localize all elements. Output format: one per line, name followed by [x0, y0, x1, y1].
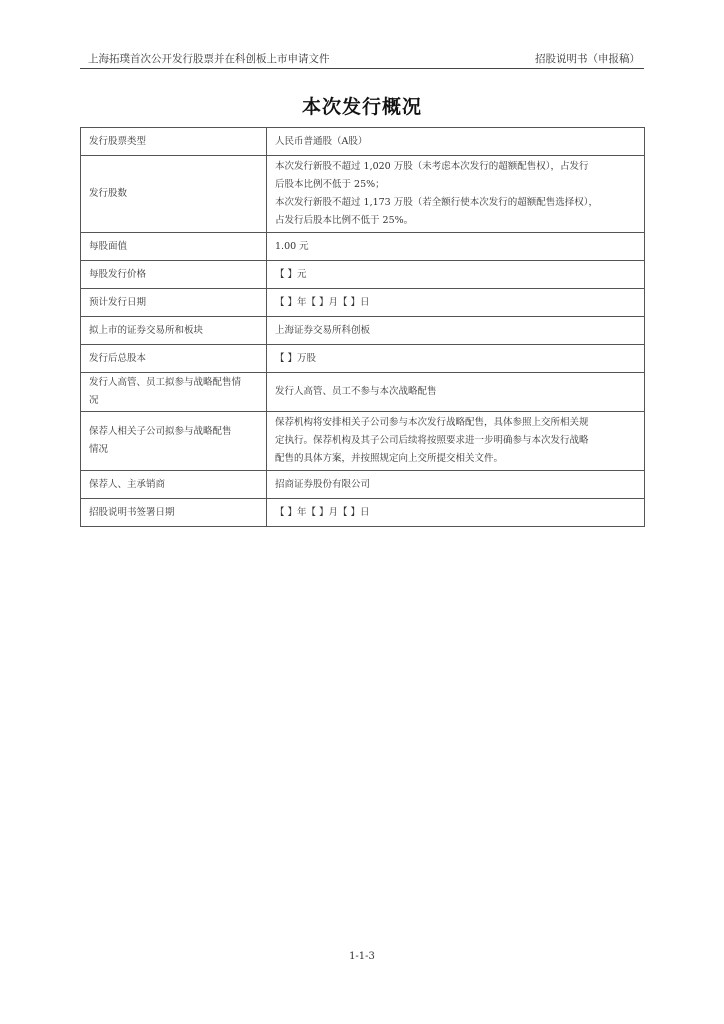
- page-header: [80, 51, 644, 67]
- row-label-line: 发行人高管、员工拟参与战略配售情: [89, 377, 242, 388]
- offering-overview-table: [80, 127, 645, 527]
- row-value-line: 1.00 元: [275, 240, 309, 252]
- table-row: [81, 233, 645, 261]
- row-label-line: 招股说明书签署日期: [89, 506, 175, 518]
- row-value: [267, 233, 645, 261]
- row-label-line: 拟上市的证券交易所和板块: [89, 324, 204, 336]
- header-document-name: 上海拓璞首次公开发行股票并在科创板上市申请文件: [88, 53, 330, 65]
- row-value-line: 上海证券交易所科创板: [275, 324, 371, 336]
- row-label: [81, 317, 267, 345]
- row-value-line: 定执行。保荐机构及其子公司后续将按照要求进一步明确参与本次发行战略: [275, 435, 589, 446]
- table-row: [81, 345, 645, 373]
- table-row: [81, 317, 645, 345]
- row-value: [267, 373, 645, 412]
- row-value-line: 本次发行新股不超过 1,173 万股（若全额行使本次发行的超额配售选择权），: [275, 197, 598, 208]
- row-value: [267, 499, 645, 527]
- row-value: [267, 471, 645, 499]
- table-row: [81, 471, 645, 499]
- row-label-line: 每股发行价格: [89, 268, 147, 280]
- table-row: [81, 373, 645, 412]
- row-value-line: 保荐机构将安排相关子公司参与本次发行战略配售，具体参照上交所相关规: [275, 417, 589, 428]
- row-value-line: 本次发行新股不超过 1,020 万股（未考虑本次发行的超额配售权），占发行: [275, 161, 589, 172]
- row-value: [267, 317, 645, 345]
- row-label: [81, 471, 267, 499]
- row-value: [267, 261, 645, 289]
- table-row: [81, 412, 645, 471]
- page-title: 本次发行概况: [301, 96, 422, 118]
- row-label-line: 发行股数: [89, 188, 128, 199]
- row-value-line: 招商证券股份有限公司: [275, 478, 371, 490]
- row-value-line: 【 】年【 】月【 】日: [275, 506, 370, 518]
- row-label-line: 每股面值: [89, 240, 128, 252]
- row-value-line: 配售的具体方案，并按照规定向上交所提交相关文件。: [275, 453, 504, 464]
- row-value-line: 【 】元: [275, 268, 307, 280]
- row-value-line: 人民币普通股（A股）: [275, 135, 368, 147]
- row-label-line: 情况: [89, 444, 109, 455]
- row-label: [81, 499, 267, 527]
- row-label-line: 保荐人、主承销商: [89, 478, 166, 490]
- row-label-line: 保荐人相关子公司拟参与战略配售: [89, 426, 232, 437]
- row-label: [81, 289, 267, 317]
- row-value-line: 【 】万股: [275, 352, 317, 364]
- table-row: [81, 289, 645, 317]
- table-row: [81, 499, 645, 527]
- header-divider: [80, 68, 644, 69]
- row-value-line: 发行人高管、员工不参与本次战略配售: [275, 386, 437, 397]
- row-label-line: 况: [89, 395, 99, 406]
- row-value-line: 占发行后股本比例不低于 25%。: [275, 215, 414, 226]
- row-value: [267, 156, 645, 233]
- row-label-line: 预计发行日期: [89, 296, 147, 308]
- table-row: [81, 156, 645, 233]
- table-row: [81, 128, 645, 156]
- row-value: [267, 289, 645, 317]
- row-label: [81, 373, 267, 412]
- row-label: [81, 156, 267, 233]
- page-number: 1-1-3: [349, 951, 375, 962]
- row-label: [81, 345, 267, 373]
- row-label: [81, 233, 267, 261]
- row-value: [267, 345, 645, 373]
- row-value-line: 后股本比例不低于 25%；: [275, 179, 385, 190]
- row-label: [81, 128, 267, 156]
- row-value-line: 【 】年【 】月【 】日: [275, 296, 370, 308]
- header-document-type: 招股说明书（申报稿）: [535, 53, 640, 65]
- row-label: [81, 412, 267, 471]
- row-value: [267, 412, 645, 471]
- row-label: [81, 261, 267, 289]
- table-row: [81, 261, 645, 289]
- row-label-line: 发行后总股本: [89, 352, 147, 364]
- row-label-line: 发行股票类型: [89, 135, 147, 147]
- row-value: [267, 128, 645, 156]
